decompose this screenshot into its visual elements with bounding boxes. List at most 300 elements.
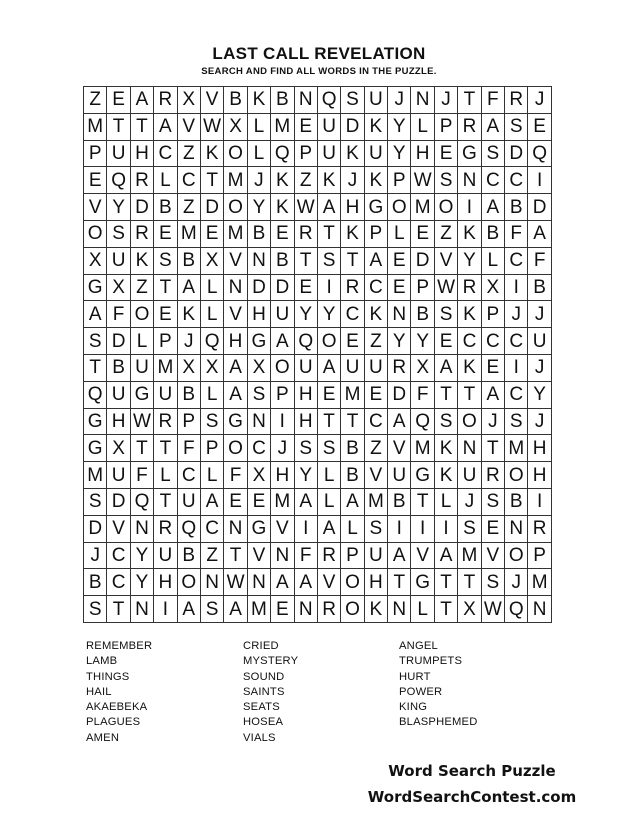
grid-cell: C [505, 167, 528, 194]
grid-cell: M [154, 355, 177, 382]
grid-cell: C [178, 167, 201, 194]
grid-cell: M [271, 114, 294, 141]
grid-cell: F [411, 382, 434, 409]
grid-cell: T [411, 489, 434, 516]
grid-cell: V [107, 516, 130, 543]
grid-cell: C [482, 328, 505, 355]
grid-cell: U [154, 543, 177, 570]
grid-cell: A [365, 248, 388, 275]
grid-cell: O [458, 409, 481, 436]
grid-cell: K [458, 221, 481, 248]
grid-cell: M [248, 596, 271, 623]
grid-cell: A [224, 355, 247, 382]
grid-cell: T [435, 382, 458, 409]
grid-cell: E [411, 221, 434, 248]
grid-cell: P [84, 141, 107, 168]
grid-cell: U [271, 301, 294, 328]
grid-cell: K [365, 596, 388, 623]
grid-cell: E [295, 114, 318, 141]
grid-cell: G [411, 462, 434, 489]
grid-cell: H [131, 141, 154, 168]
grid-cell: U [107, 248, 130, 275]
grid-cell: X [178, 87, 201, 114]
grid-cell: Q [84, 382, 107, 409]
grid-cell: P [271, 382, 294, 409]
grid-cell: E [295, 275, 318, 302]
grid-cell: R [131, 221, 154, 248]
grid-cell: A [295, 569, 318, 596]
grid-cell: N [224, 516, 247, 543]
grid-cell: Q [271, 141, 294, 168]
grid-cell: R [318, 543, 341, 570]
grid-cell: S [201, 409, 224, 436]
grid-cell: Y [388, 141, 411, 168]
grid-cell: P [154, 328, 177, 355]
grid-cell: S [435, 167, 458, 194]
grid-cell: L [201, 301, 224, 328]
grid-cell: G [84, 435, 107, 462]
grid-cell: T [388, 569, 411, 596]
grid-cell: A [318, 516, 341, 543]
grid-cell: D [271, 275, 294, 302]
grid-cell: C [178, 462, 201, 489]
word-item: POWER [399, 685, 443, 698]
grid-cell: V [365, 462, 388, 489]
grid-cell: R [154, 409, 177, 436]
grid-cell: M [224, 167, 247, 194]
grid-cell: W [201, 114, 224, 141]
grid-cell: N [248, 248, 271, 275]
grid-cell: X [248, 355, 271, 382]
footer-website: WordSearchContest.com [367, 788, 577, 806]
grid-cell: S [341, 87, 364, 114]
grid-cell: V [201, 87, 224, 114]
grid-cell: B [178, 543, 201, 570]
word-item: SEATS [243, 701, 280, 714]
grid-cell: Y [388, 114, 411, 141]
grid-cell: I [505, 355, 528, 382]
grid-cell: I [528, 167, 551, 194]
grid-cell: O [224, 141, 247, 168]
grid-cell: G [365, 194, 388, 221]
grid-cell: A [224, 596, 247, 623]
grid-cell: L [248, 114, 271, 141]
grid-cell: L [154, 462, 177, 489]
letter-grid [83, 86, 552, 623]
grid-cell: E [201, 221, 224, 248]
grid-cell: R [154, 516, 177, 543]
grid-cell: W [482, 596, 505, 623]
grid-cell: B [341, 462, 364, 489]
grid-cell: O [341, 596, 364, 623]
grid-cell: R [458, 275, 481, 302]
grid-cell: T [318, 409, 341, 436]
grid-cell: S [365, 516, 388, 543]
grid-cell: I [318, 275, 341, 302]
grid-cell: E [388, 275, 411, 302]
grid-cell: N [411, 87, 434, 114]
grid-cell: O [224, 194, 247, 221]
grid-cell: E [482, 355, 505, 382]
grid-cell: G [224, 409, 247, 436]
grid-cell: J [435, 87, 458, 114]
grid-cell: M [528, 569, 551, 596]
grid-cell: R [131, 167, 154, 194]
grid-cell: M [341, 382, 364, 409]
grid-cell: A [482, 382, 505, 409]
grid-cell: Y [248, 194, 271, 221]
grid-cell: V [388, 435, 411, 462]
grid-cell: C [365, 275, 388, 302]
grid-cell: S [435, 409, 458, 436]
grid-cell: B [271, 248, 294, 275]
grid-cell: W [435, 275, 458, 302]
grid-cell: X [201, 355, 224, 382]
grid-cell: J [271, 435, 294, 462]
grid-cell: H [528, 462, 551, 489]
grid-cell: C [505, 328, 528, 355]
grid-cell: X [248, 462, 271, 489]
word-item: KING [399, 701, 428, 714]
grid-cell: Z [201, 543, 224, 570]
grid-cell: H [341, 194, 364, 221]
grid-cell: C [505, 248, 528, 275]
grid-cell: M [224, 221, 247, 248]
grid-cell: G [248, 328, 271, 355]
grid-cell: O [505, 543, 528, 570]
word-item: SAINTS [243, 685, 285, 698]
grid-cell: Q [178, 516, 201, 543]
grid-cell: B [271, 87, 294, 114]
grid-cell: X [84, 248, 107, 275]
grid-cell: H [224, 328, 247, 355]
grid-cell: Q [528, 141, 551, 168]
grid-cell: X [411, 355, 434, 382]
grid-cell: N [248, 409, 271, 436]
word-item: AKAEBEKA [86, 701, 148, 714]
grid-cell: S [154, 248, 177, 275]
grid-cell: H [271, 462, 294, 489]
grid-cell: V [482, 543, 505, 570]
grid-cell: D [248, 275, 271, 302]
word-item: AMEN [86, 731, 120, 744]
grid-cell: A [318, 355, 341, 382]
grid-cell: D [388, 382, 411, 409]
grid-cell: A [482, 114, 505, 141]
grid-cell: E [154, 301, 177, 328]
grid-cell: L [201, 275, 224, 302]
grid-cell: E [271, 221, 294, 248]
grid-cell: R [318, 596, 341, 623]
grid-cell: O [505, 462, 528, 489]
grid-cell: A [528, 221, 551, 248]
grid-cell: Z [178, 141, 201, 168]
grid-cell: U [318, 141, 341, 168]
grid-cell: T [201, 167, 224, 194]
grid-cell: P [482, 301, 505, 328]
grid-cell: N [201, 569, 224, 596]
grid-cell: P [178, 409, 201, 436]
grid-cell: I [154, 596, 177, 623]
grid-cell: Y [295, 462, 318, 489]
footer-title: Word Search Puzzle [388, 762, 556, 780]
grid-cell: N [458, 167, 481, 194]
word-item: BLASPHEMED [399, 716, 478, 729]
grid-cell: N [271, 543, 294, 570]
grid-cell: I [435, 516, 458, 543]
grid-cell: Y [295, 301, 318, 328]
grid-cell: S [505, 409, 528, 436]
grid-cell: S [84, 596, 107, 623]
grid-cell: O [318, 328, 341, 355]
grid-cell: T [131, 435, 154, 462]
grid-cell: U [365, 87, 388, 114]
grid-cell: I [271, 409, 294, 436]
grid-cell: Y [411, 328, 434, 355]
grid-cell: S [107, 221, 130, 248]
grid-cell: S [482, 489, 505, 516]
grid-cell: B [178, 382, 201, 409]
grid-cell: A [178, 275, 201, 302]
grid-cell: L [411, 596, 434, 623]
grid-cell: N [295, 596, 318, 623]
grid-cell: J [528, 87, 551, 114]
grid-cell: E [84, 167, 107, 194]
grid-cell: P [341, 543, 364, 570]
grid-cell: S [295, 435, 318, 462]
grid-cell: L [318, 489, 341, 516]
grid-cell: Y [458, 248, 481, 275]
grid-cell: J [178, 328, 201, 355]
grid-cell: V [435, 248, 458, 275]
grid-cell: D [341, 114, 364, 141]
grid-cell: U [295, 355, 318, 382]
grid-cell: Z [365, 435, 388, 462]
word-item: HURT [399, 670, 431, 683]
grid-cell: E [224, 489, 247, 516]
grid-cell: T [435, 569, 458, 596]
grid-cell: R [528, 516, 551, 543]
grid-cell: C [341, 301, 364, 328]
grid-cell: Y [318, 301, 341, 328]
grid-cell: I [388, 516, 411, 543]
grid-cell: A [388, 543, 411, 570]
grid-cell: S [505, 114, 528, 141]
grid-cell: V [178, 114, 201, 141]
grid-cell: N [528, 596, 551, 623]
grid-cell: U [107, 462, 130, 489]
grid-cell: B [528, 275, 551, 302]
grid-cell: Y [107, 194, 130, 221]
grid-cell: B [411, 301, 434, 328]
grid-cell: S [482, 569, 505, 596]
grid-cell: U [154, 382, 177, 409]
grid-cell: N [458, 435, 481, 462]
grid-cell: D [505, 141, 528, 168]
grid-cell: I [295, 516, 318, 543]
grid-cell: Q [411, 409, 434, 436]
grid-cell: E [435, 328, 458, 355]
grid-cell: L [341, 516, 364, 543]
word-item: LAMB [86, 655, 118, 668]
grid-cell: M [84, 462, 107, 489]
grid-cell: G [248, 516, 271, 543]
grid-cell: T [154, 275, 177, 302]
grid-cell: A [131, 87, 154, 114]
grid-cell: J [528, 409, 551, 436]
grid-cell: T [341, 409, 364, 436]
grid-cell: X [178, 355, 201, 382]
grid-cell: A [295, 489, 318, 516]
grid-cell: S [458, 516, 481, 543]
grid-cell: L [131, 328, 154, 355]
word-column [399, 639, 599, 746]
grid-cell: F [178, 435, 201, 462]
word-item: PLAGUES [86, 716, 141, 729]
grid-cell: S [482, 141, 505, 168]
grid-cell: N [131, 596, 154, 623]
grid-cell: X [107, 275, 130, 302]
grid-cell: Z [365, 328, 388, 355]
grid-cell: B [107, 355, 130, 382]
grid-cell: M [178, 221, 201, 248]
grid-cell: Q [201, 328, 224, 355]
grid-cell: T [295, 248, 318, 275]
grid-cell: X [107, 435, 130, 462]
grid-cell: U [388, 462, 411, 489]
grid-cell: Z [435, 221, 458, 248]
grid-cell: D [131, 194, 154, 221]
grid-cell: T [131, 114, 154, 141]
word-column [86, 639, 243, 746]
grid-cell: O [131, 301, 154, 328]
grid-cell: E [528, 114, 551, 141]
word-item: VIALS [243, 731, 276, 744]
grid-cell: K [131, 248, 154, 275]
grid-cell: G [84, 275, 107, 302]
grid-cell: M [411, 435, 434, 462]
grid-cell: C [505, 382, 528, 409]
grid-cell: W [411, 167, 434, 194]
grid-cell: W [131, 409, 154, 436]
grid-cell: D [84, 516, 107, 543]
grid-cell: V [271, 516, 294, 543]
grid-cell: S [318, 248, 341, 275]
grid-cell: L [411, 114, 434, 141]
grid-cell: A [341, 489, 364, 516]
grid-cell: A [435, 355, 458, 382]
grid-cell: E [388, 248, 411, 275]
page-subtitle: SEARCH AND FIND ALL WORDS IN THE PUZZLE. [201, 66, 437, 77]
grid-cell: L [154, 167, 177, 194]
grid-cell: R [154, 87, 177, 114]
grid-cell: O [84, 221, 107, 248]
grid-cell: P [528, 543, 551, 570]
grid-cell: Q [131, 489, 154, 516]
grid-cell: P [388, 167, 411, 194]
grid-cell: N [248, 569, 271, 596]
grid-cell: O [388, 194, 411, 221]
grid-cell: C [482, 167, 505, 194]
word-item: REMEMBER [86, 640, 153, 652]
grid-cell: F [131, 462, 154, 489]
grid-cell: A [482, 194, 505, 221]
grid-cell: M [458, 543, 481, 570]
grid-cell: R [388, 355, 411, 382]
grid-cell: J [505, 301, 528, 328]
grid-cell: B [505, 194, 528, 221]
grid-cell: L [482, 248, 505, 275]
grid-cell: K [178, 301, 201, 328]
grid-cell: X [224, 114, 247, 141]
grid-cell: N [295, 87, 318, 114]
grid-cell: O [178, 569, 201, 596]
grid-cell: Z [131, 275, 154, 302]
grid-cell: C [107, 543, 130, 570]
grid-cell: U [131, 355, 154, 382]
grid-cell: D [528, 194, 551, 221]
grid-cell: T [154, 489, 177, 516]
grid-cell: K [365, 167, 388, 194]
grid-cell: U [458, 462, 481, 489]
grid-cell: J [341, 167, 364, 194]
grid-cell: O [435, 194, 458, 221]
grid-cell: Y [528, 382, 551, 409]
word-list [86, 639, 599, 746]
grid-cell: E [435, 141, 458, 168]
grid-cell: N [388, 301, 411, 328]
grid-cell: K [341, 141, 364, 168]
grid-cell: U [341, 355, 364, 382]
grid-cell: C [458, 328, 481, 355]
grid-cell: N [505, 516, 528, 543]
grid-cell: N [388, 596, 411, 623]
grid-cell: H [154, 569, 177, 596]
grid-cell: Q [295, 328, 318, 355]
grid-cell: T [458, 382, 481, 409]
grid-cell: F [505, 221, 528, 248]
grid-cell: F [224, 462, 247, 489]
grid-cell: P [365, 221, 388, 248]
grid-cell: J [388, 87, 411, 114]
page-title: LAST CALL REVELATION [212, 44, 426, 63]
grid-cell: H [295, 382, 318, 409]
grid-cell: E [318, 382, 341, 409]
grid-cell: X [458, 596, 481, 623]
grid-cell: U [318, 114, 341, 141]
grid-cell: H [528, 435, 551, 462]
grid-cell: T [84, 355, 107, 382]
grid-cell: G [458, 141, 481, 168]
grid-cell: B [505, 489, 528, 516]
grid-cell: E [107, 87, 130, 114]
grid-cell: F [295, 543, 318, 570]
grid-cell: G [84, 409, 107, 436]
grid-cell: T [341, 248, 364, 275]
grid-cell: M [365, 489, 388, 516]
word-item: MYSTERY [243, 655, 299, 668]
grid-cell: I [528, 489, 551, 516]
grid-cell: E [341, 328, 364, 355]
grid-cell: Y [388, 328, 411, 355]
word-item: SOUND [243, 670, 285, 683]
word-column [243, 639, 399, 746]
grid-cell: U [107, 141, 130, 168]
grid-cell: K [435, 462, 458, 489]
grid-cell: U [365, 543, 388, 570]
grid-cell: H [365, 569, 388, 596]
grid-cell: S [201, 596, 224, 623]
